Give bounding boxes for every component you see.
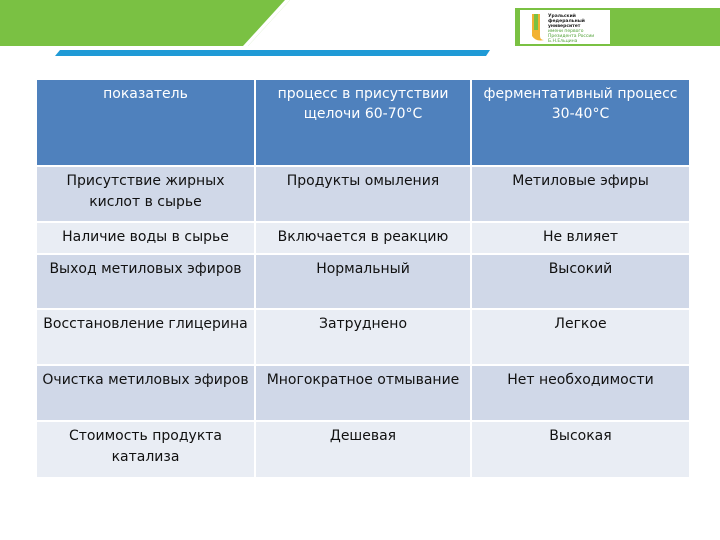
logo-line-1: Уральский: [548, 14, 576, 19]
enzymatic-value: Легкое: [471, 309, 689, 365]
header-alkali-process: процесс в присутствии щелочи 60-70°С: [255, 80, 471, 166]
table-row: [37, 365, 689, 421]
enzymatic-value: Нет необходимости: [471, 365, 689, 421]
row-label: Наличие воды в сырье: [37, 222, 255, 254]
table-row: [37, 309, 689, 365]
table-header-row: [37, 80, 689, 166]
row-label: Выход метиловых эфиров: [37, 254, 255, 309]
blue-stripe: [55, 50, 490, 56]
table-row: [37, 421, 689, 477]
alkali-value: Затруднено: [255, 309, 471, 365]
alkali-value: Нормальный: [255, 254, 471, 309]
alkali-value: Многократное отмывание: [255, 365, 471, 421]
green-stripe-left: [0, 0, 290, 46]
logo-line-2: федеральный: [548, 19, 585, 24]
alkali-value: Продукты омыления: [255, 166, 471, 222]
logo-line-4: имени первого Президента России Б.Н.Ельцина: [548, 29, 595, 44]
row-label: Присутствие жирных кислот в сырье: [37, 166, 255, 222]
table-row: [37, 254, 689, 309]
header-banner: [0, 0, 720, 56]
header-enzymatic-process: ферментативный процесс 30-40°С: [471, 80, 689, 166]
header-stripes: [0, 0, 720, 56]
row-label: Очистка метиловых эфиров: [37, 365, 255, 421]
alkali-value: Дешевая: [255, 421, 471, 477]
header-indicator: показатель: [37, 80, 255, 166]
enzymatic-value: Высокая: [471, 421, 689, 477]
enzymatic-value: Метиловые эфиры: [471, 166, 689, 222]
row-label: Восстановление глицерина: [37, 309, 255, 365]
alkali-value: Включается в реакцию: [255, 222, 471, 254]
logo-line-3: университет: [548, 24, 581, 29]
table-row: [37, 166, 689, 222]
comparison-table: [37, 80, 689, 477]
table-row: [37, 222, 689, 254]
row-label: Стоимость продукта катализа: [37, 421, 255, 477]
university-logo-text: [548, 14, 608, 44]
enzymatic-value: Не влияет: [471, 222, 689, 254]
enzymatic-value: Высокий: [471, 254, 689, 309]
